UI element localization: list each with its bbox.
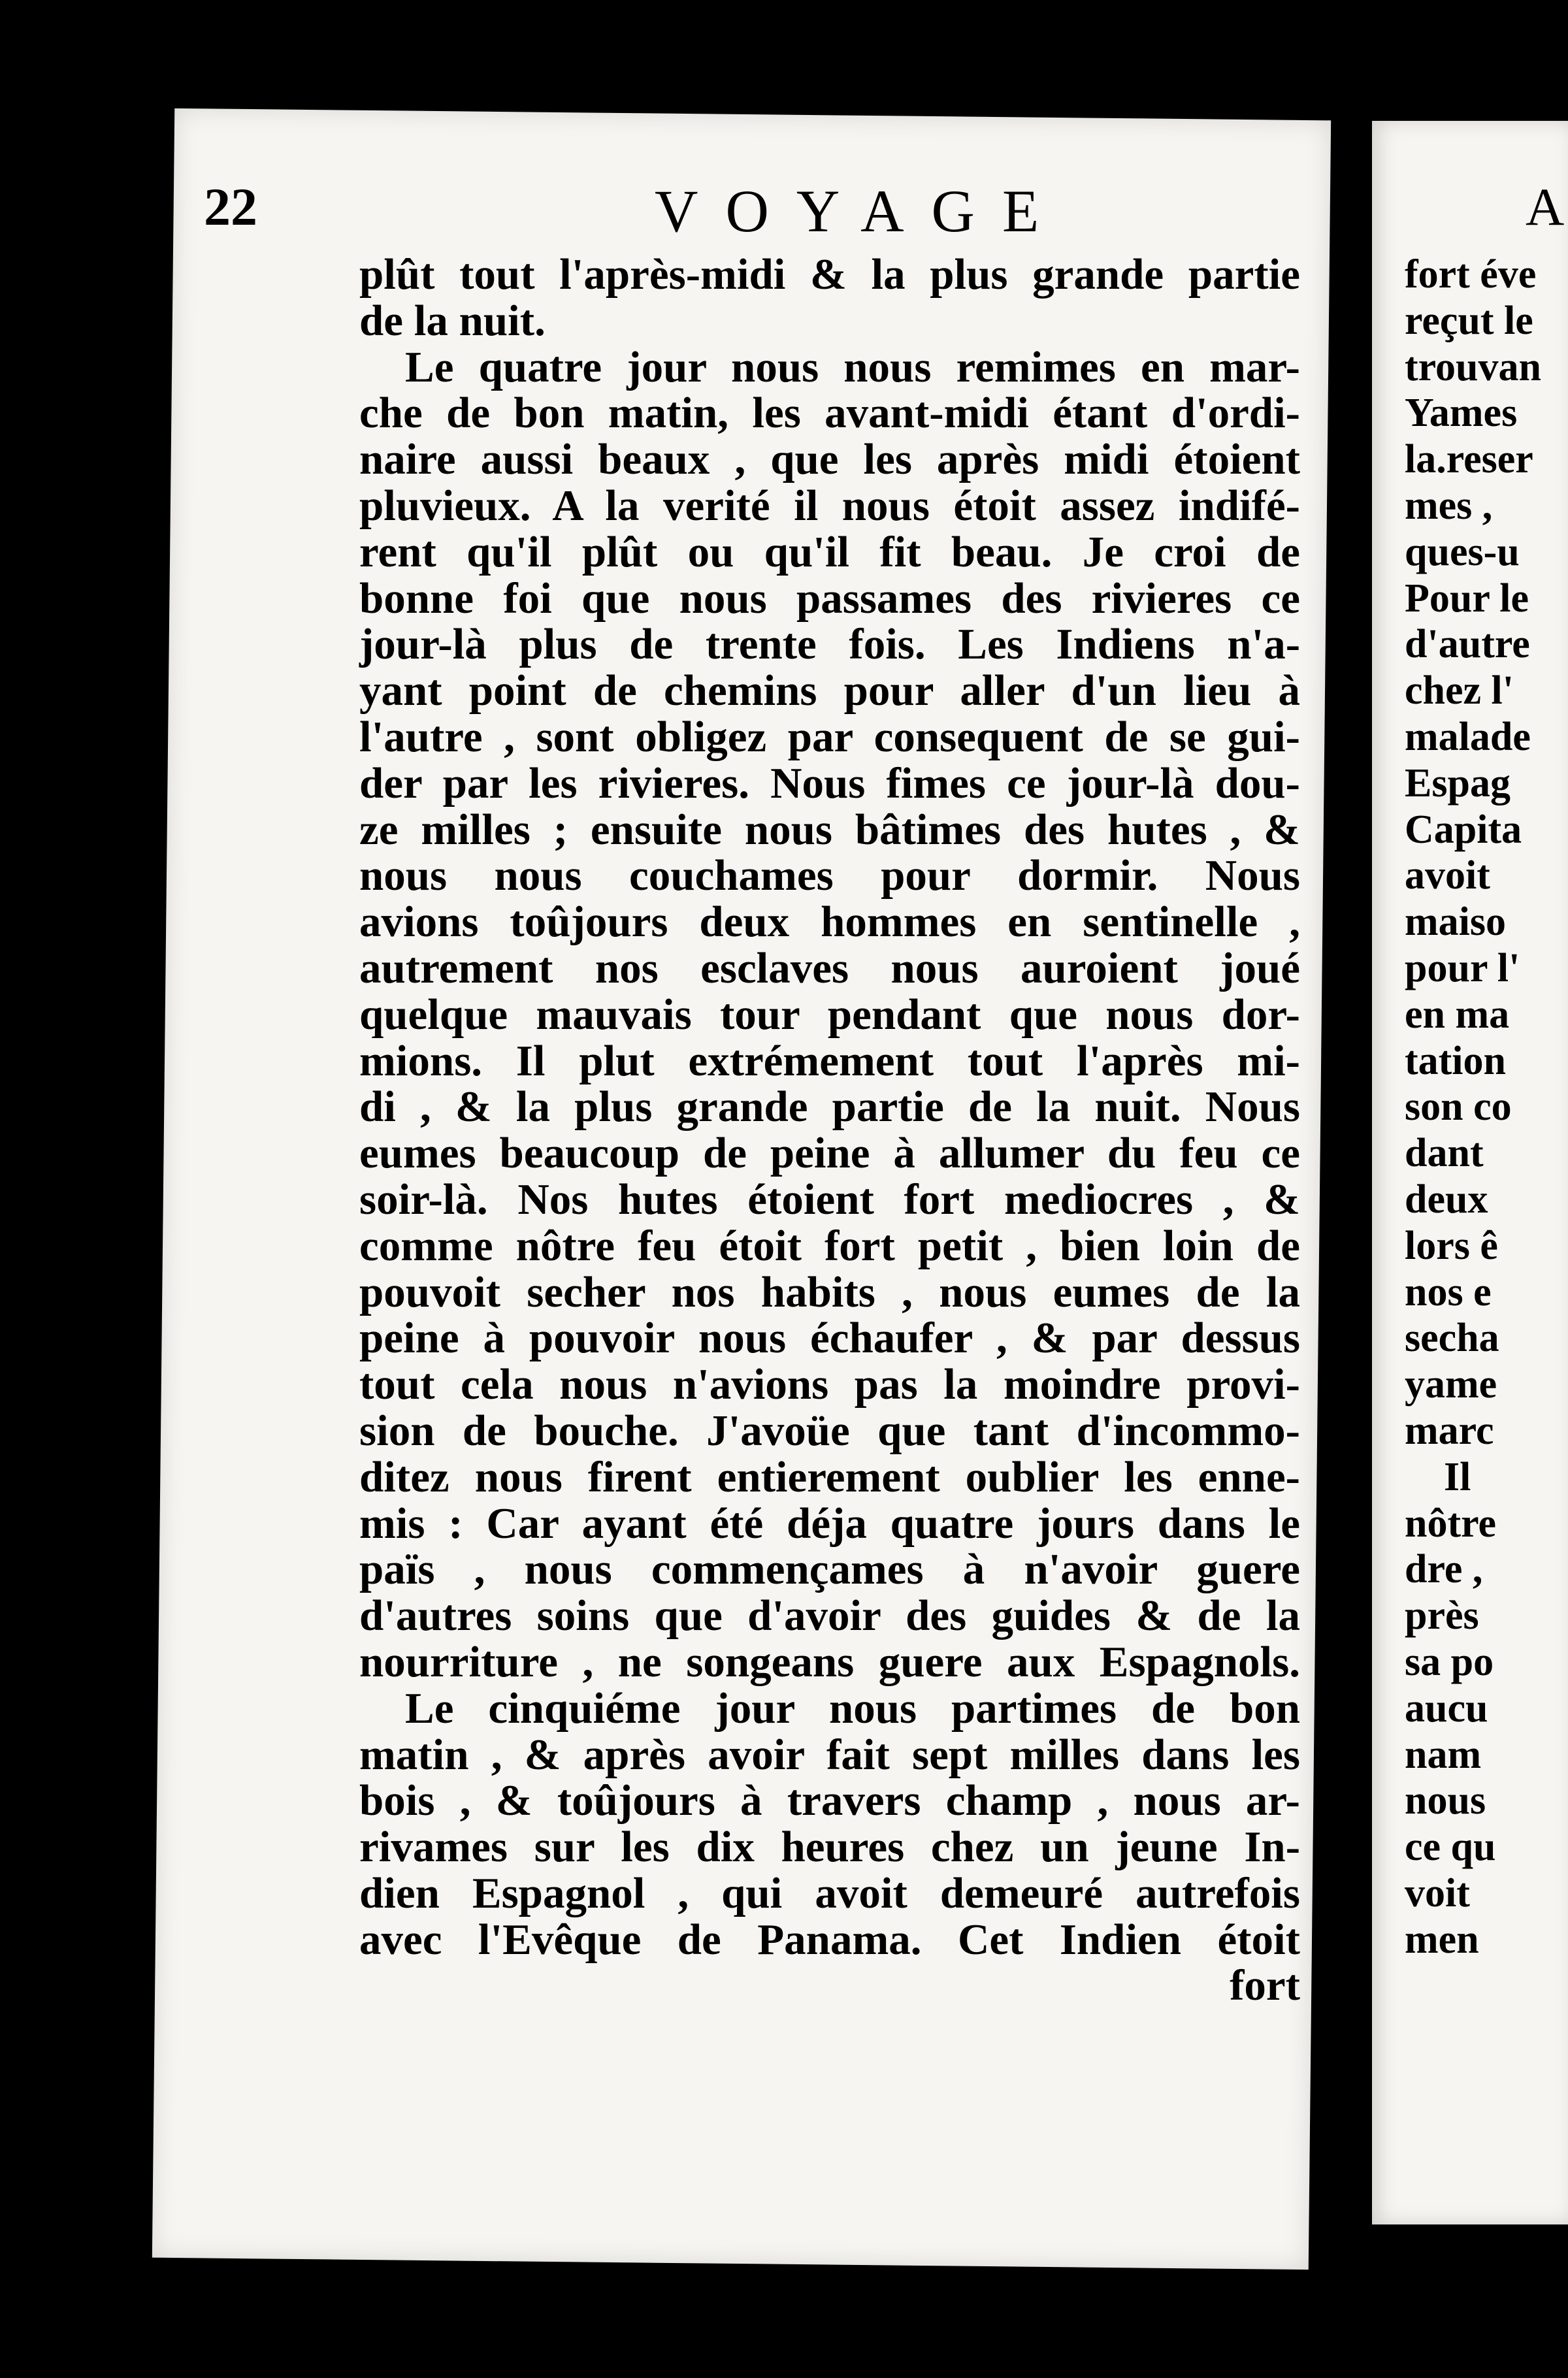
text-line: jour-là plus de trente fois. Les Indiens n'a- (359, 620, 1300, 669)
facing-text-line: lors ê (1405, 1223, 1498, 1268)
text-line: fort (1230, 1961, 1300, 2010)
facing-text-line: chez l' (1405, 668, 1514, 713)
facing-text-line: aucu (1405, 1686, 1488, 1731)
facing-text-line: Il (1444, 1454, 1471, 1499)
facing-text-line: Pour le (1405, 576, 1529, 621)
text-line: di , & la plus grande partie de la nuit. Nous (359, 1083, 1300, 1132)
text-line: avec l'Evêque de Panama. Cet Indien étoit (359, 1915, 1300, 1964)
text-line: naire aussi beaux , que les après midi étoient (359, 435, 1300, 484)
text-line: avions toûjours deux hommes en sentinelle , (359, 898, 1300, 947)
text-line: sion de bouche. J'avoüe que tant d'incommo- (359, 1406, 1300, 1455)
facing-text-line: nam (1405, 1732, 1482, 1777)
facing-text-line: dant (1405, 1131, 1484, 1176)
text-line: pluvieux. A la verité il nous étoit assez indifé- (359, 481, 1300, 530)
text-line: peine à pouvoir nous échaufer , & par dessus (359, 1314, 1300, 1363)
facing-text-line: fort éve (1405, 252, 1537, 297)
facing-text-line: avoit (1405, 853, 1490, 898)
facing-text-block (1405, 252, 1561, 1963)
main-text-block (359, 252, 1300, 2009)
facing-running-title: A (1526, 177, 1565, 236)
facing-text-line: sa po (1405, 1639, 1494, 1684)
text-line: rent qu'il plût ou qu'il fit beau. Je croi de (359, 527, 1300, 576)
text-line: Le quatre jour nous nous remimes en mar- (405, 342, 1300, 391)
facing-text-line: secha (1405, 1316, 1499, 1361)
text-line: matin , & après avoir fait sept milles dans les (359, 1730, 1300, 1779)
text-line: nous nous couchames pour dormir. Nous (359, 851, 1300, 900)
text-line: mis : Car ayant été déja quatre jours dans le (359, 1499, 1300, 1548)
facing-text-line: la.reser (1405, 437, 1533, 482)
text-line: soir-là. Nos hutes étoient fort mediocres , & (359, 1175, 1300, 1224)
facing-text-line: pour l' (1405, 945, 1520, 990)
facing-text-line: nous (1405, 1778, 1486, 1823)
facing-text-line: Espag (1405, 760, 1511, 806)
text-line: che de bon matin, les avant-midi étant d'ordi- (359, 389, 1300, 438)
facing-text-line: voit (1405, 1870, 1470, 1915)
text-line: quelque mauvais tour pendant que nous dor- (359, 990, 1300, 1039)
text-line: bonne foi que nous passames des rivieres ce (359, 574, 1300, 623)
facing-text-line: men (1405, 1917, 1479, 1962)
text-line: plût tout l'après-midi & la plus grande partie (359, 250, 1300, 299)
text-line: nourriture , ne songeans guere aux Espagnols. (359, 1637, 1300, 1686)
facing-text-line: nos e (1405, 1269, 1492, 1314)
text-line: autrement nos esclaves nous auroient joué (359, 943, 1300, 992)
text-line: dien Espagnol , qui avoit demeuré autrefois (359, 1868, 1300, 1917)
facing-text-line: près (1405, 1593, 1479, 1638)
facing-text-line: reçut le (1405, 298, 1533, 343)
facing-text-line: yame (1405, 1362, 1497, 1407)
facing-text-line: deux (1405, 1177, 1488, 1222)
running-head (204, 176, 1315, 248)
text-line: d'autres soins que d'avoir des guides & de la (359, 1591, 1300, 1640)
facing-text-line: ce qu (1405, 1825, 1496, 1870)
facing-text-line: trouvan (1405, 344, 1542, 389)
facing-text-line: ques-u (1405, 529, 1520, 574)
facing-text-line: mes , (1405, 483, 1493, 528)
text-line: yant point de chemins pour aller d'un lieu à (359, 666, 1300, 715)
page-number: 22 (204, 177, 257, 236)
text-line: pouvoit secher nos habits , nous eumes de la (359, 1267, 1300, 1316)
text-line: eumes beaucoup de peine à allumer du feu ce (359, 1129, 1300, 1178)
facing-text-line: dre , (1405, 1547, 1483, 1592)
running-title: VOYAGE (655, 178, 1067, 244)
text-line: ze milles ; ensuite nous bâtimes des hutes , & (359, 805, 1300, 854)
facing-text-line: en ma (1405, 992, 1510, 1037)
facing-text-line: Yames (1405, 391, 1518, 436)
text-line: ditez nous firent entierement oublier les enne- (359, 1452, 1300, 1501)
facing-text-line: malade (1405, 714, 1531, 759)
text-line: rivames sur les dix heures chez un jeune In- (359, 1823, 1300, 1872)
text-line: Le cinquiéme jour nous partimes de bon (405, 1684, 1300, 1733)
text-line: tout cela nous n'avions pas la moindre provi- (359, 1360, 1300, 1409)
text-line: comme nôtre feu étoit fort petit , bien loin de (359, 1221, 1300, 1270)
facing-text-line: marc (1405, 1408, 1494, 1453)
facing-text-line: tation (1405, 1038, 1506, 1083)
text-line: der par les rivieres. Nous fimes ce jour-là dou- (359, 758, 1300, 807)
facing-text-line: nôtre (1405, 1501, 1497, 1546)
text-line: l'autre , sont obligez par consequent de se gui- (359, 712, 1300, 761)
facing-text-line: d'autre (1405, 622, 1530, 667)
text-line: bois , & toûjours à travers champ , nous ar- (359, 1776, 1300, 1825)
text-line: mions. Il plut extrémement tout l'après mi- (359, 1036, 1300, 1085)
facing-text-line: Capita (1405, 807, 1522, 852)
text-line: de la nuit. (359, 296, 546, 345)
facing-text-line: maiso (1405, 900, 1506, 945)
text-line: païs , nous commençames à n'avoir guere (359, 1545, 1300, 1594)
facing-text-line: son co (1405, 1084, 1512, 1130)
